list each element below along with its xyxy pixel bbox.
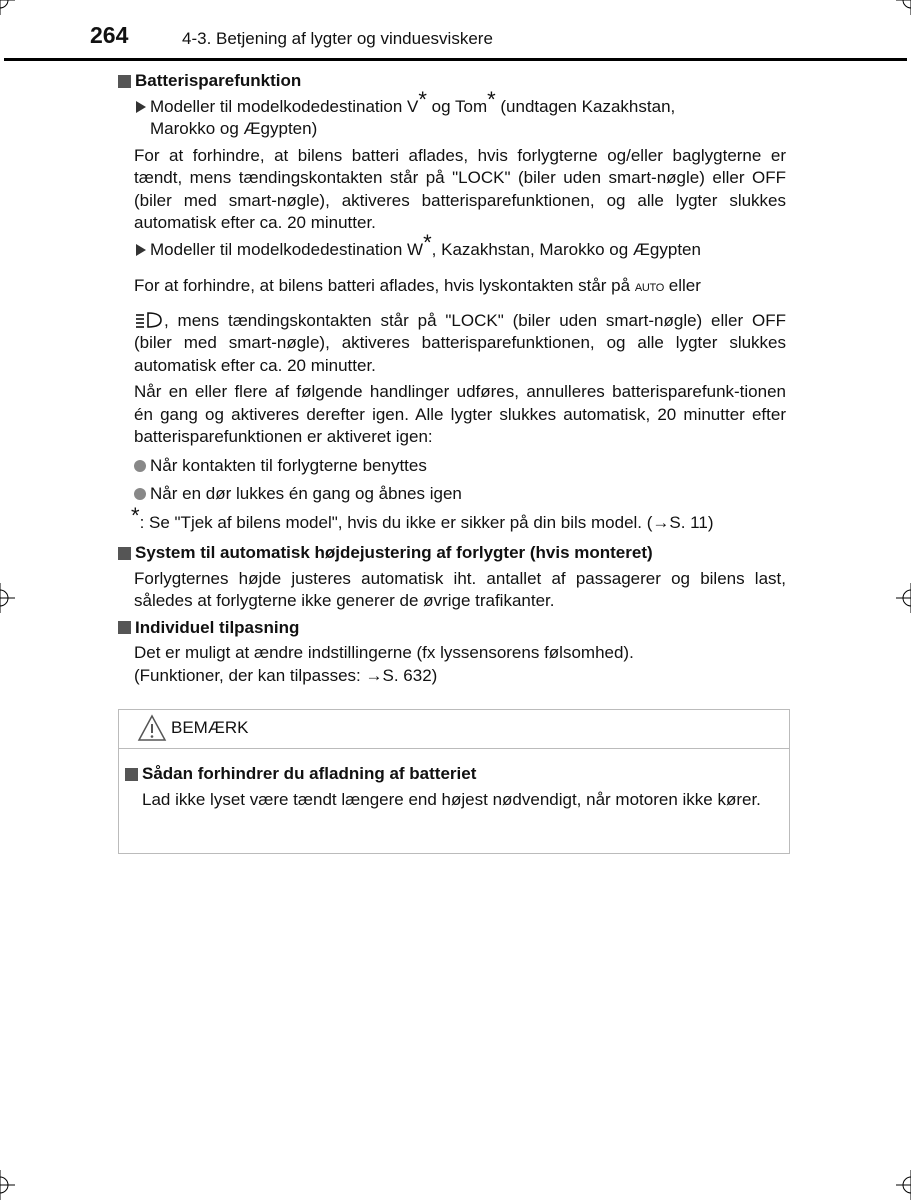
paragraph-battery-2: For at forhindre, at bilens batteri aflades, hvis lyskontakten står på AUTO eller [134,276,701,295]
subsection-model-w: Modeller til modelkodedestination W*, Kazakhstan, Marokko og Ægypten [134,239,786,262]
square-bullet-icon [118,621,131,634]
circle-bullet-icon [134,460,146,472]
paragraph-battery-1: For at forhindre, at bilens batteri aflades, hvis forlygterne og/eller baglygterne er tændt, mens tændingskontakten står på "LOCK" (biler uden smart-nøgle) eller OFF (biler med smart-nøgle), aktiveres batterisparefunktionen, og alle lygter slukkes automatisk efter ca. 20 minutter. [134,145,786,232]
chapter-title: 4-3. Betjening af lygter og vinduesviskere [182,29,493,48]
registration-mark-icon [0,1170,15,1200]
notice-body [125,761,781,815]
section-heading-customization: Individuel tilpasning [118,617,786,640]
section-heading-battery-saver: Batterisparefunktion [118,70,786,93]
list-item: Når en dør lukkes én gang og åbnes igen [134,483,786,506]
headlight-icon [134,312,164,328]
footnote: *: Se "Tjek af bilens model", hvis du ikke er sikker på din bils model. (→S. 11) [131,502,714,532]
registration-mark-icon [896,583,911,613]
paragraph-customization: Det er muligt at ændre indstillingerne (fx lyssensorens følsomhed). (Funktioner, der kan tilpasses: →S. 632) [134,643,634,685]
circle-bullet-icon [134,488,146,500]
notice-heading: Sådan forhindrer du afladning af batteriet [125,763,781,786]
triangle-bullet-icon [136,101,146,113]
notice-title: BEMÆRK [171,718,249,737]
page-header [0,0,911,62]
list-item: Når kontakten til forlygterne benyttes [134,455,786,478]
registration-mark-icon [0,583,15,613]
main-content [118,68,786,691]
warning-icon [137,714,167,742]
notice-header [119,710,789,749]
notice-paragraph: Lad ikke lyset være tændt længere end højest nødvendigt, når motoren ikke kører. [142,789,761,809]
paragraph-battery-2-cont: , mens tændingskontakten står på "LOCK" (biler uden smart-nøgle) eller OFF (biler med smart-nøgle), aktiveres batterisparefunktionen, og alle lygter slukkes automatisk efter ca. 20 minutter. [134,310,786,375]
page-number: 264 [90,22,129,48]
square-bullet-icon [118,75,131,88]
square-bullet-icon [118,547,131,560]
notice-box [118,709,790,854]
subsection-model-v-tom: Modeller til modelkodedestination V* og Tom* (undtagen Kazakhstan, Marokko og Ægypten) [134,96,786,141]
header-rule [4,58,907,61]
square-bullet-icon [125,768,138,781]
paragraph-leveling: Forlygternes højde justeres automatisk iht. antallet af passagerer og bilens last, således at forlygterne ikke generer de øvrige trafikanter. [134,568,786,610]
auto-switch-label: AUTO [634,282,664,294]
paragraph-battery-3: Når en eller flere af følgende handlinger udføres, annulleres batterisparefunk-tionen én gang og aktiveres derefter igen. Alle lygter slukkes automatisk, 20 minutter efter batterisparefunktionen er aktiveret igen: [134,382,786,446]
section-heading-auto-leveling: System til automatisk højdejustering af forlygter (hvis monteret) [118,542,786,565]
triangle-bullet-icon [136,244,146,256]
registration-mark-icon [896,1170,911,1200]
